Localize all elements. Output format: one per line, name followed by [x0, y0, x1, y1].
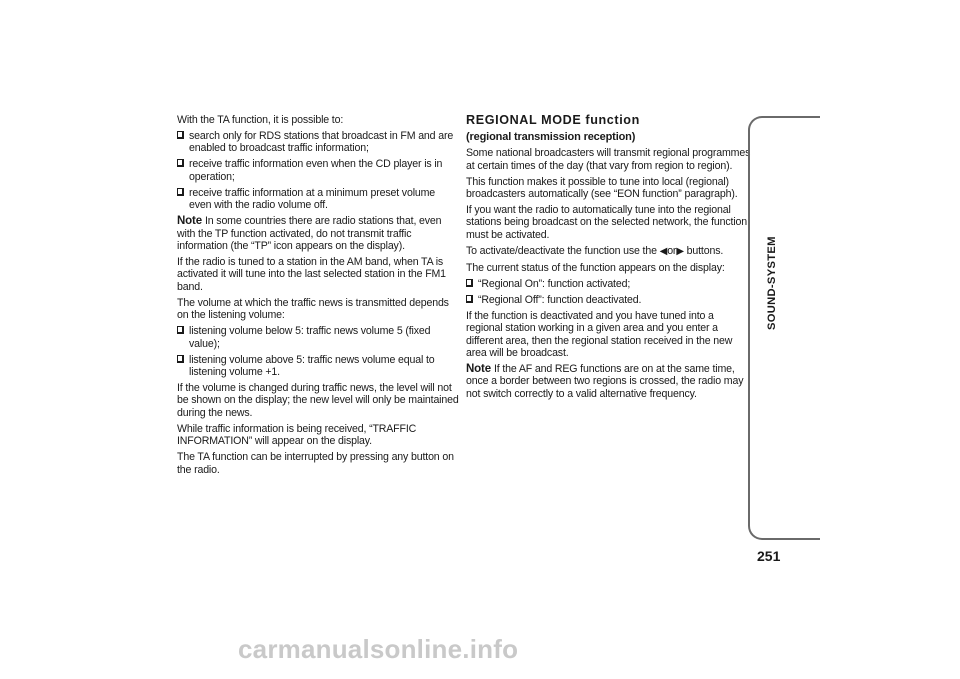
paragraph-status: The current status of the function appears on the display: — [466, 261, 725, 274]
left-column — [177, 114, 460, 480]
paragraph-regional-2: This function makes it possible to tune into local (regional) broadcasters automatically (see “EON function” paragraph). — [466, 175, 738, 200]
left-arrow-icon: ◀ — [659, 245, 668, 257]
list-item: listening volume below 5: traffic news volume 5 (fixed value); — [177, 325, 460, 350]
checkbox-bullet-icon — [177, 188, 184, 196]
right-arrow-icon: ▶ — [676, 245, 684, 257]
ta-intro: With the TA function, it is possible to: — [177, 114, 344, 126]
checkbox-bullet-icon — [466, 279, 473, 287]
paragraph-deactivated: If the function is deactivated and you have tuned into a regional station working in a given area and you enter a different area, then the regional station received in the new area will be broadcast. — [466, 309, 733, 360]
list-item: “Regional On”: function activated; — [466, 278, 751, 290]
page-number: 251 — [757, 548, 781, 564]
list-item: listening volume above 5: traffic news volume equal to listening volume +1. — [177, 354, 460, 379]
paragraph-traffic-info: While traffic information is being received, “TRAFFIC INFORMATION” will appear on the display. — [177, 422, 417, 448]
checkbox-bullet-icon — [466, 295, 473, 303]
paragraph-regional-3: If you want the radio to automatically tune into the regional stations being broadcast on the selected network, the function must be activated. — [466, 204, 748, 241]
section-label: SOUND-SYSTEM — [766, 236, 778, 330]
section-tab-frame — [748, 116, 820, 540]
paragraph-volume: The volume at which the traffic news is transmitted depends on the listening volume: — [177, 296, 449, 322]
list-item: “Regional Off”: function deactivated. — [466, 294, 751, 306]
checkbox-bullet-icon — [177, 131, 184, 139]
paragraph-regional-1: Some national broadcasters will transmit regional programmes at certain times of the day (that vary from region to region). — [466, 147, 751, 172]
list-item: receive traffic information at a minimum preset volume even with the radio volume off. — [177, 187, 460, 212]
paragraph-interrupt: The TA function can be interrupted by pressing any button on the radio. — [177, 451, 454, 476]
checkbox-bullet-icon — [177, 326, 184, 334]
paragraph-am-band: If the radio is tuned to a station in the AM band, when TA is activated it will tune into the last selected station in the FM1 band. — [177, 256, 446, 293]
checkbox-bullet-icon — [177, 355, 184, 363]
checkbox-bullet-icon — [177, 159, 184, 167]
paragraph-volume-change: If the volume is changed during traffic news, the level will not be shown on the display; the new level will only be maintained during the news. — [177, 382, 459, 419]
paragraph-activate: To activate/deactivate the function use the ◀or▶ buttons. — [466, 244, 724, 257]
section-title: REGIONAL MODE function — [466, 113, 640, 127]
note-tp: Note In some countries there are radio stations that, even with the TP function activated, do not transmit traffic information (the “TP” icon appears on the display). — [177, 215, 442, 253]
watermark: carmanualsonline.info — [238, 634, 519, 664]
note-label: Note — [466, 363, 491, 376]
list-item: receive traffic information even when the CD player is in operation; — [177, 158, 460, 183]
note-label: Note — [177, 215, 202, 228]
right-column — [466, 114, 751, 404]
section-subtitle: (regional transmission reception) — [466, 130, 636, 143]
note-af-reg: Note If the AF and REG functions are on at the same time, once a border between two regions is crossed, the radio may not switch correctly to a valid alternative frequency. — [466, 363, 744, 400]
list-item: search only for RDS stations that broadcast in FM and are enabled to broadcast traffic information; — [177, 130, 460, 155]
